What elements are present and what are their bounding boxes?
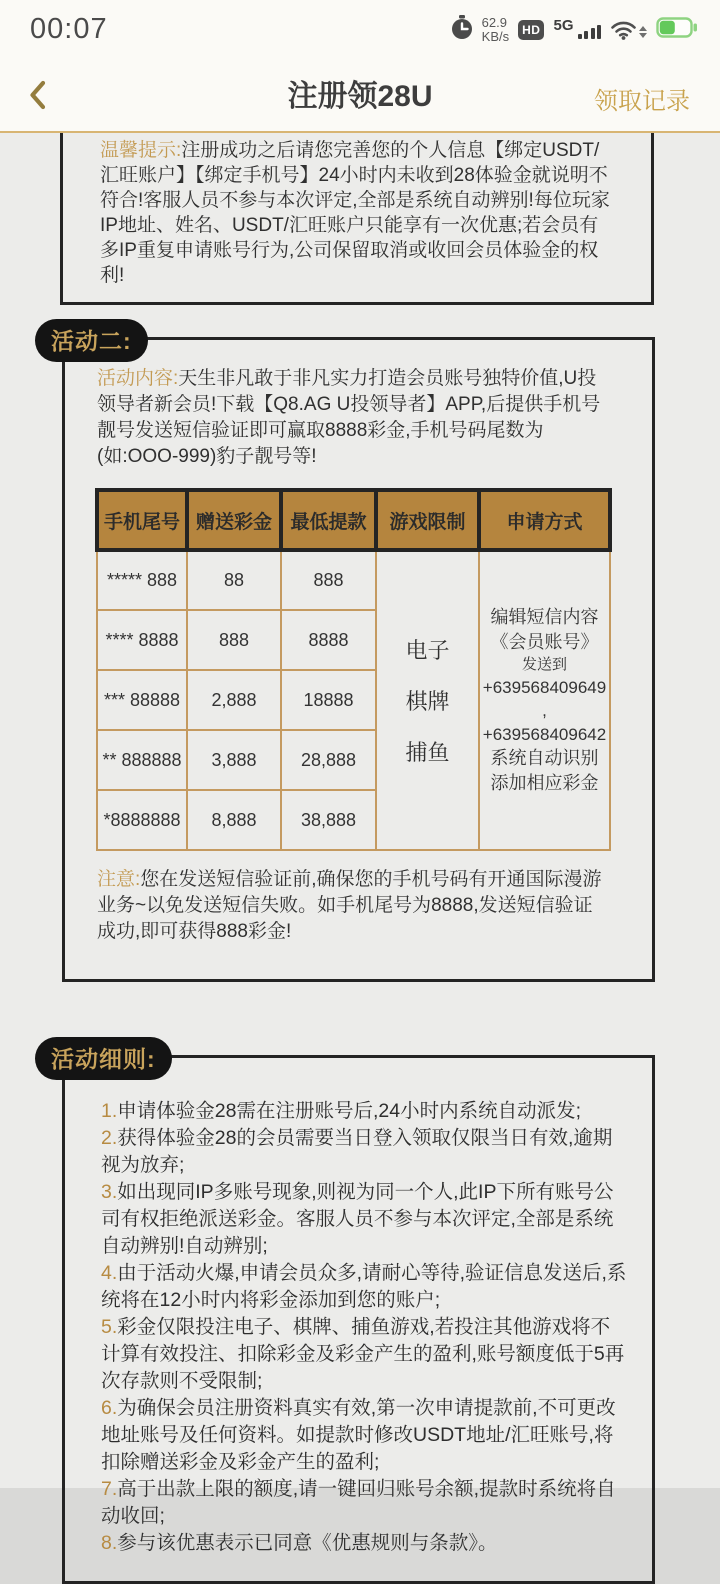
game-limit-item: 捕鱼 bbox=[405, 740, 450, 765]
apply-method-phone: +639568409649 , bbox=[482, 677, 607, 721]
cell-game-limit bbox=[376, 550, 479, 850]
cell-bonus: 2,888 bbox=[187, 670, 281, 730]
col-header-bonus: 赠送彩金 bbox=[187, 490, 281, 550]
cell-tail: **** 8888 bbox=[97, 610, 187, 670]
claim-records-link[interactable]: 领取记录 bbox=[594, 88, 690, 115]
stopwatch-icon bbox=[451, 15, 473, 45]
apply-method-phone: +639568409642 bbox=[482, 724, 607, 744]
activity2-content-text: 天生非凡敢于非凡实力打造会员账号独特价值,U投领导者新会员!下载【Q8.AG U投领导者】APP,后提供手机号靓号发送短信验证即可赢取8888彩金,手机号码尾数为(如:OOO-999)豹子靓号等! bbox=[97, 368, 601, 467]
back-button[interactable] bbox=[26, 79, 50, 116]
page-title: 注册领28U bbox=[287, 80, 433, 113]
cell-tail: ** 888888 bbox=[97, 730, 187, 790]
warm-tips-label: 温馨提示: bbox=[100, 140, 182, 161]
cell-bonus: 888 bbox=[187, 610, 281, 670]
cell-apply-method bbox=[479, 550, 610, 850]
cell-tail: *** 88888 bbox=[97, 670, 187, 730]
cell-tail: ***** 888 bbox=[97, 550, 187, 610]
cell-min-withdraw: 18888 bbox=[281, 670, 376, 730]
table-header-row bbox=[97, 490, 610, 550]
network-speed bbox=[482, 16, 509, 43]
rules-box bbox=[62, 1055, 655, 1584]
activity2-content-label: 活动内容: bbox=[97, 368, 179, 389]
rule-text: 参与该优惠表示已同意《优惠规则与条款》。 bbox=[117, 1532, 498, 1554]
activity2-badge: 活动二: bbox=[35, 319, 148, 362]
rule-text: 彩金仅限投注电子、棋牌、捕鱼游戏,若投注其他游戏将不计算有效投注、扣除彩金及彩金产生的盈利,账号额度低于5再次存款则不受限制; bbox=[101, 1316, 625, 1392]
rule-text: 如出现同IP多账号现象,则视为同一个人,此IP下所有账号公司有权拒绝派送彩金。客服人员不参与本次评定,全部是系统自动辨别!自动辨别; bbox=[101, 1181, 614, 1257]
table-row bbox=[97, 550, 610, 610]
activity2-note bbox=[97, 867, 608, 945]
col-header-phone-tail: 手机尾号 bbox=[97, 490, 187, 550]
cell-bonus: 88 bbox=[187, 550, 281, 610]
rule-item bbox=[101, 1530, 628, 1557]
network-speed-value: 62.9 bbox=[481, 14, 507, 30]
col-header-min-withdraw: 最低提款 bbox=[281, 490, 376, 550]
hd-icon: HD bbox=[518, 20, 544, 40]
apply-method-line: 添加相应彩金 bbox=[490, 772, 599, 793]
bonus-table bbox=[95, 488, 612, 851]
rule-number: 8. bbox=[101, 1532, 118, 1554]
rule-item bbox=[101, 1125, 628, 1179]
rule-number: 6. bbox=[101, 1397, 118, 1419]
rule-item bbox=[101, 1260, 628, 1314]
status-icons bbox=[451, 15, 698, 45]
warm-tips-text: 注册成功之后请您完善您的个人信息【绑定USDT/汇旺账户】【绑定手机号】24小时内未收到28体验金就说明不符合!客服人员不参与本次评定,全部是系统自动辨别!每位玩家IP地址、姓名、USDT/汇旺账户只能享有一次优惠;若会员有多IP重复申请账号行为,公司保留取消或收回会员体验金的权利! bbox=[100, 140, 610, 286]
rule-item bbox=[101, 1314, 628, 1395]
wifi-icon bbox=[610, 19, 647, 40]
rule-item bbox=[101, 1395, 628, 1476]
rules-section bbox=[0, 1046, 720, 1584]
col-header-game-limit: 游戏限制 bbox=[376, 490, 479, 550]
activity2-note-text: 您在发送短信验证前,确保您的手机号码有开通国际漫游业务~以免发送短信失败。如手机尾号为8888,发送短信验证成功,即可获得888彩金! bbox=[97, 869, 602, 942]
cell-min-withdraw: 28,888 bbox=[281, 730, 376, 790]
rule-text: 由于活动火爆,申请会员众多,请耐心等待,验证信息发送后,系统将在12小时内将彩金添加到您的账户; bbox=[101, 1262, 627, 1311]
wifi-traffic-arrows-icon bbox=[639, 26, 647, 40]
rule-item bbox=[101, 1098, 628, 1125]
rule-item bbox=[101, 1179, 628, 1260]
activity2-note-label: 注意: bbox=[97, 869, 141, 890]
clock-time: 00:07 bbox=[30, 13, 108, 45]
activity2-section bbox=[0, 328, 720, 982]
apply-method-line: 发送到 bbox=[521, 655, 567, 673]
cell-tail: *8888888 bbox=[97, 790, 187, 850]
rule-number: 4. bbox=[101, 1262, 118, 1284]
cellular-signal-icon bbox=[553, 17, 601, 42]
activity2-box bbox=[62, 337, 655, 982]
warm-tips-box bbox=[60, 133, 654, 305]
rule-number: 1. bbox=[101, 1100, 118, 1122]
rule-item bbox=[101, 1476, 628, 1530]
cell-bonus: 3,888 bbox=[187, 730, 281, 790]
game-limit-item: 棋牌 bbox=[405, 689, 450, 714]
rules-badge: 活动细则: bbox=[35, 1037, 172, 1080]
status-bar bbox=[0, 0, 720, 55]
rule-text: 为确保会员注册资料真实有效,第一次申请提款前,不可更改地址账号及任何资料。如提款时修改USDT地址/汇旺账号,将扣除赠送彩金及彩金产生的盈利; bbox=[101, 1397, 616, 1473]
battery-icon bbox=[656, 17, 698, 43]
game-limit-item: 电子 bbox=[405, 638, 450, 663]
cell-min-withdraw: 888 bbox=[281, 550, 376, 610]
network-speed-unit: KB/s bbox=[481, 28, 510, 44]
col-header-apply-method: 申请方式 bbox=[479, 490, 610, 550]
rule-text: 获得体验金28的会员需要当日登入领取仅限当日有效,逾期视为放弃; bbox=[101, 1127, 613, 1176]
apply-method-line: 系统自动识别 bbox=[490, 748, 599, 769]
activity2-content bbox=[97, 366, 608, 470]
rule-number: 7. bbox=[101, 1478, 118, 1500]
apply-method-line: 编辑短信内容 bbox=[490, 607, 599, 628]
rule-number: 3. bbox=[101, 1181, 118, 1203]
rule-number: 2. bbox=[101, 1127, 118, 1149]
apply-method-line: 《会员账号》 bbox=[490, 632, 599, 653]
rule-text: 申请体验金28需在注册账号后,24小时内系统自动派发; bbox=[117, 1100, 581, 1122]
signal-bars-icon bbox=[578, 25, 602, 42]
cell-bonus: 8,888 bbox=[187, 790, 281, 850]
cell-min-withdraw: 38,888 bbox=[281, 790, 376, 850]
cell-min-withdraw: 8888 bbox=[281, 610, 376, 670]
page-header bbox=[0, 55, 720, 133]
rule-text: 高于出款上限的额度,请一键回归账号余额,提款时系统将自动收回; bbox=[101, 1478, 616, 1527]
rule-number: 5. bbox=[101, 1316, 118, 1338]
network-type-label: 5G bbox=[553, 17, 574, 34]
